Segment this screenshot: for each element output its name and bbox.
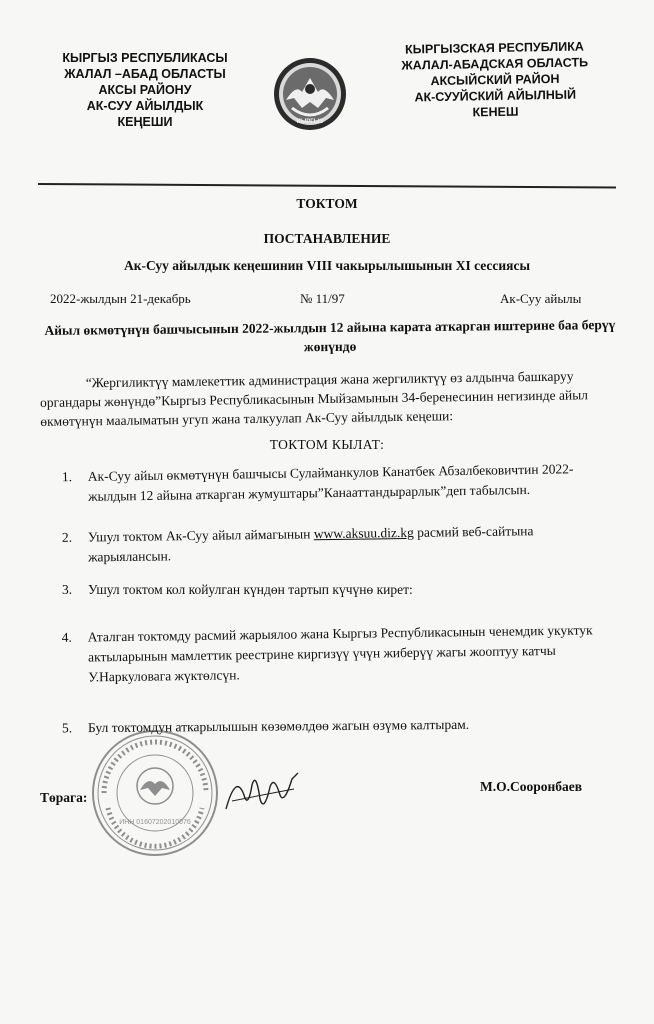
- list-item-text-after: расмий веб-сайтына жарыялансын.: [88, 523, 534, 565]
- list-item-text: Ак-Суу айыл өкмөтүнүн башчысы Сулайманкулов Канатбек Абзалбековичтин 2022-жылдын 12 айына аткарган жумуштары”Канааттандырарлык”деп табылсын.: [87, 461, 574, 504]
- header-right-russian: [379, 38, 610, 122]
- header-left-line: ЖАЛАЛ –АБАД ОБЛАСТЫ: [64, 67, 226, 81]
- document-subject: Айыл өкмөтүнүн башчысынын 2022-жылдын 12 айына карата аткарган иштерине баа берүү жөнүндө: [44, 317, 616, 355]
- list-item-text: Ушул токтом кол койулган күндөн тартып күчүнө кирет:: [88, 582, 413, 597]
- document-title-kg: ТОКТОМ: [296, 196, 358, 211]
- header-right-line: ЖАЛАЛ-АБАДСКАЯ ОБЛАСТЬ: [401, 55, 589, 73]
- document-place: Ак-Суу айылы: [500, 291, 582, 306]
- header-left-line: АК-СУУ АЙЫЛДЫК: [86, 99, 204, 113]
- header-right-line: КЫРГЫЗСКАЯ РЕСПУБЛИКА: [404, 39, 584, 57]
- header-left-line: АКСЫ РАЙОНУ: [98, 83, 192, 97]
- decree-heading: ТОКТОМ КЫЛАТ:: [269, 437, 385, 452]
- preamble-paragraph: “Жергиликтүү мамлекеттик администрация жана жергиликтүү өз алдынча башкаруу органдары жөнүндө”Кыргыз Республикасынын Мыйзамынын 34-беренесинин негизинде айыл өкмөтүнүн маалыматын угуп жана талкуулап Ак-Суу айылдык кеңеши:: [39, 368, 589, 429]
- list-item: [62, 459, 611, 508]
- list-item-text-before: Ушул токтом Ак-Суу айыл аймагынын: [87, 526, 314, 545]
- list-item-number: 1.: [61, 469, 73, 485]
- header-left-line: КЫРГЫЗ РЕСПУБЛИКАСЫ: [62, 51, 228, 65]
- handwritten-signature-icon: [222, 765, 302, 821]
- list-item-text: Аталган токтомду расмий жарыялоо жана Кыргыз Республикасынын ченемдик укуктук актыларынын мамлеттик реестрине киргизүү үчүн жиберүү жагы жооптуу катчы У.Наркуловага жүктөлсүн.: [87, 622, 593, 685]
- list-item-text: [88, 520, 611, 567]
- list-item-number: 5.: [61, 720, 73, 736]
- session-line: Ак-Суу айылдык кеңешинин VIII чакырылышынын XI сессиясы: [124, 258, 530, 273]
- list-item: [62, 520, 611, 568]
- kyrgyz-state-emblem-icon: [272, 56, 348, 132]
- document-date: 2022-жылдын 21-декабрь: [50, 291, 191, 306]
- list-item: [62, 580, 610, 600]
- document-number: № 11/97: [300, 291, 345, 306]
- list-item-text: Бул токтомдун аткарылышын көзөмөлдөө жагын өзүмө калтырам.: [87, 716, 470, 736]
- header-right-line: АК-СУУЙСКИЙ АЙЫЛНЫЙ: [414, 87, 577, 105]
- header-left-kyrgyz: [40, 50, 250, 130]
- list-item-number: 3.: [62, 582, 73, 597]
- signatory-label: Төрага:: [40, 790, 88, 805]
- list-item-number: 2.: [61, 529, 73, 545]
- signatory-name: М.О.Сооронбаев: [480, 779, 583, 794]
- seal-text: ИНН 01607202010076: [119, 819, 191, 826]
- website-link[interactable]: www.aksuu.diz.kg: [313, 524, 414, 542]
- header-right-line: КЕНЕШ: [472, 104, 519, 120]
- header-left-line: КЕҢЕШИ: [117, 115, 173, 129]
- official-round-seal-icon: [90, 728, 220, 858]
- list-item-number: 4.: [61, 629, 72, 645]
- list-item: [62, 620, 611, 688]
- header-right-line: АКСЫЙСКИЙ РАЙОН: [430, 71, 560, 89]
- emblem-text: КЫРГЫЗ: [296, 119, 324, 125]
- header-divider: [38, 183, 616, 189]
- document-title-ru: ПОСТАНАВЛЕНИЕ: [263, 231, 391, 246]
